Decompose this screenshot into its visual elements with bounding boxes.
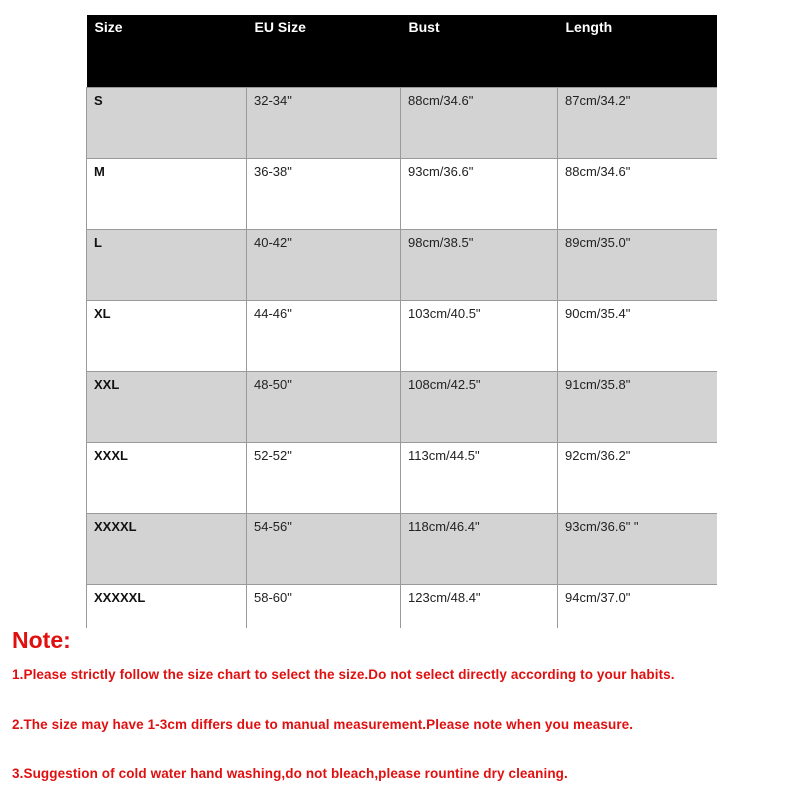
- size-chart-table: [86, 15, 717, 628]
- size-cell: XXXXXL: [87, 584, 247, 628]
- table-row: [87, 229, 718, 300]
- eu-size-cell: 44-46": [247, 300, 401, 371]
- table-row: [87, 584, 718, 628]
- length-cell: 93cm/36.6" ": [558, 513, 718, 584]
- size-cell: XXXL: [87, 442, 247, 513]
- header-eu-size: EU Size: [247, 15, 401, 87]
- length-cell: 92cm/36.2": [558, 442, 718, 513]
- bust-cell: 88cm/34.6": [401, 87, 558, 158]
- header-length: Length: [558, 15, 718, 87]
- table-body: [87, 87, 718, 628]
- bust-cell: 108cm/42.5": [401, 371, 558, 442]
- eu-size-cell: 32-34": [247, 87, 401, 158]
- eu-size-cell: 54-56": [247, 513, 401, 584]
- header-bust: Bust: [401, 15, 558, 87]
- eu-size-cell: 40-42": [247, 229, 401, 300]
- eu-size-cell: 58-60": [247, 584, 401, 628]
- bust-cell: 118cm/46.4": [401, 513, 558, 584]
- note-title: Note:: [12, 627, 71, 653]
- eu-size-cell: 48-50": [247, 371, 401, 442]
- size-chart-container: [86, 15, 717, 628]
- table-row: [87, 87, 718, 158]
- header-row: [87, 15, 718, 87]
- header-size: Size: [87, 15, 247, 87]
- size-cell: XXXXL: [87, 513, 247, 584]
- size-cell: M: [87, 158, 247, 229]
- bust-cell: 93cm/36.6": [401, 158, 558, 229]
- table-row: [87, 442, 718, 513]
- size-cell: L: [87, 229, 247, 300]
- table-row: [87, 371, 718, 442]
- bust-cell: 103cm/40.5": [401, 300, 558, 371]
- eu-size-cell: 52-52": [247, 442, 401, 513]
- bust-cell: 113cm/44.5": [401, 442, 558, 513]
- table-row: [87, 513, 718, 584]
- length-cell: 89cm/35.0": [558, 229, 718, 300]
- note-line-3: 3.Suggestion of cold water hand washing,do not bleach,please rountine dry cleaning.: [12, 766, 568, 781]
- length-cell: 91cm/35.8": [558, 371, 718, 442]
- length-cell: 87cm/34.2": [558, 87, 718, 158]
- note-line-1: 1.Please strictly follow the size chart to select the size.Do not select directly according to your habits.: [12, 667, 675, 682]
- size-cell: XL: [87, 300, 247, 371]
- bust-cell: 98cm/38.5": [401, 229, 558, 300]
- table-row: [87, 300, 718, 371]
- length-cell: 94cm/37.0": [558, 584, 718, 628]
- note-line-2: 2.The size may have 1-3cm differs due to manual measurement.Please note when you measure.: [12, 717, 634, 732]
- size-cell: S: [87, 87, 247, 158]
- eu-size-cell: 36-38": [247, 158, 401, 229]
- length-cell: 90cm/35.4": [558, 300, 718, 371]
- length-cell: 88cm/34.6": [558, 158, 718, 229]
- table-header: [87, 15, 718, 87]
- table-row: [87, 158, 718, 229]
- size-cell: XXL: [87, 371, 247, 442]
- notes-section: [12, 624, 792, 781]
- bust-cell: 123cm/48.4": [401, 584, 558, 628]
